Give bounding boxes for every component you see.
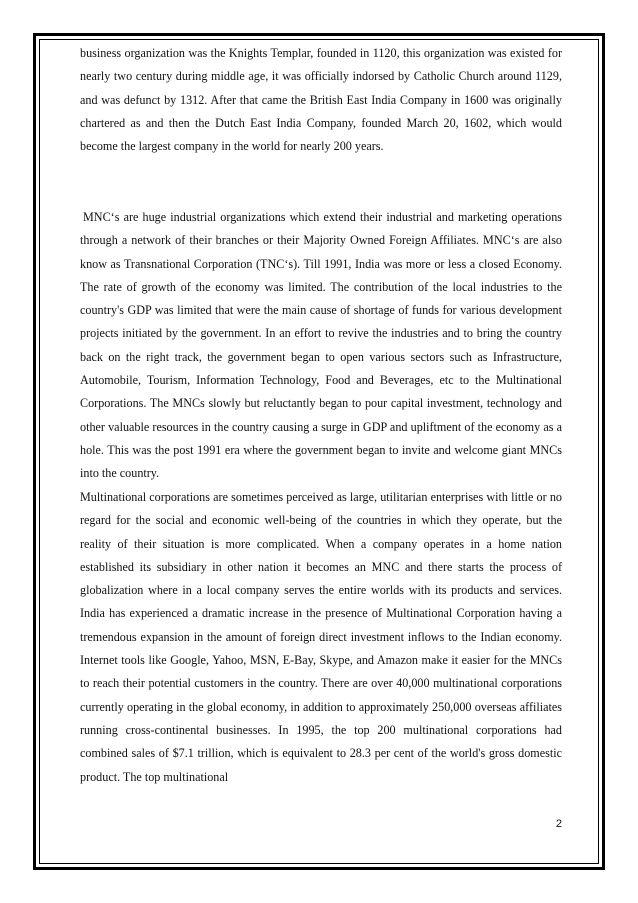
paragraph-mnc-definition: MNC‘s are huge industrial organizations which extend their industrial and marketing operations through a network of their branches or their Majority Owned Foreign Affiliates. MNC‘s are also know as Transnational Corporation (TNC‘s). Till 1991, India was more or less a closed Economy. The rate of growth of the economy was limited. The contribution of the local industries to the country's GDP was limited that were the main cause of shortage of funds for various development projects initiated by the government. In an effort to revive the industries and to bring the country back on the right track, the government began to open various sectors such as Infrastructure, Automobile, Tourism, Information Technology, Food and Beverages, etc to the Multinational Corporations. The MNCs slowly but reluctantly began to pour capital investment, technology and other valuable resources in the country causing a surge in GDP and upliftment of the economy as a hole. This was the post 1991 era where the government began to invite and welcome giant MNCs into the country. [80, 210, 562, 481]
page-number: 2 [555, 818, 562, 830]
paragraph-history: business organization was the Knights Templar, founded in 1120, this organization was existed for nearly two century during middle age, it was officially indorsed by Catholic Church around 1129, and was defunct by 1312. After that came the British East India Company in 1600 was originally chartered as and then the Dutch East India Company, founded March 20, 1602, which would become the largest company in the world for nearly 200 years. [80, 46, 562, 154]
paragraph-mnc-perception: Multinational corporations are sometimes perceived as large, utilitarian enterprises with little or no regard for the social and economic well-being of the countries in which they operate, but the reality of their situation is more complicated. When a company operates in a home nation established its subsidiary in other nation it becomes an MNC and there starts the process of globalization where in a local company serves the entire worlds with its products and services. India has experienced a dramatic increase in the presence of Multinational Corporation having a tremendous expansion in the amount of foreign direct investment inflows to the Indian economy. Internet tools like Google, Yahoo, MSN, E-Bay, Skype, and Amazon make it easier for the MNCs to reach their potential customers in the country. There are over 40,000 multinational corporations currently operating in the global economy, in addition to approximately 250,000 overseas affiliates running cross-continental businesses. In 1995, the top 200 multinational corporations had combined sales of $7.1 trillion, which is equivalent to 28.3 per cent of the world's gross domestic product. The top multinational [80, 490, 562, 784]
